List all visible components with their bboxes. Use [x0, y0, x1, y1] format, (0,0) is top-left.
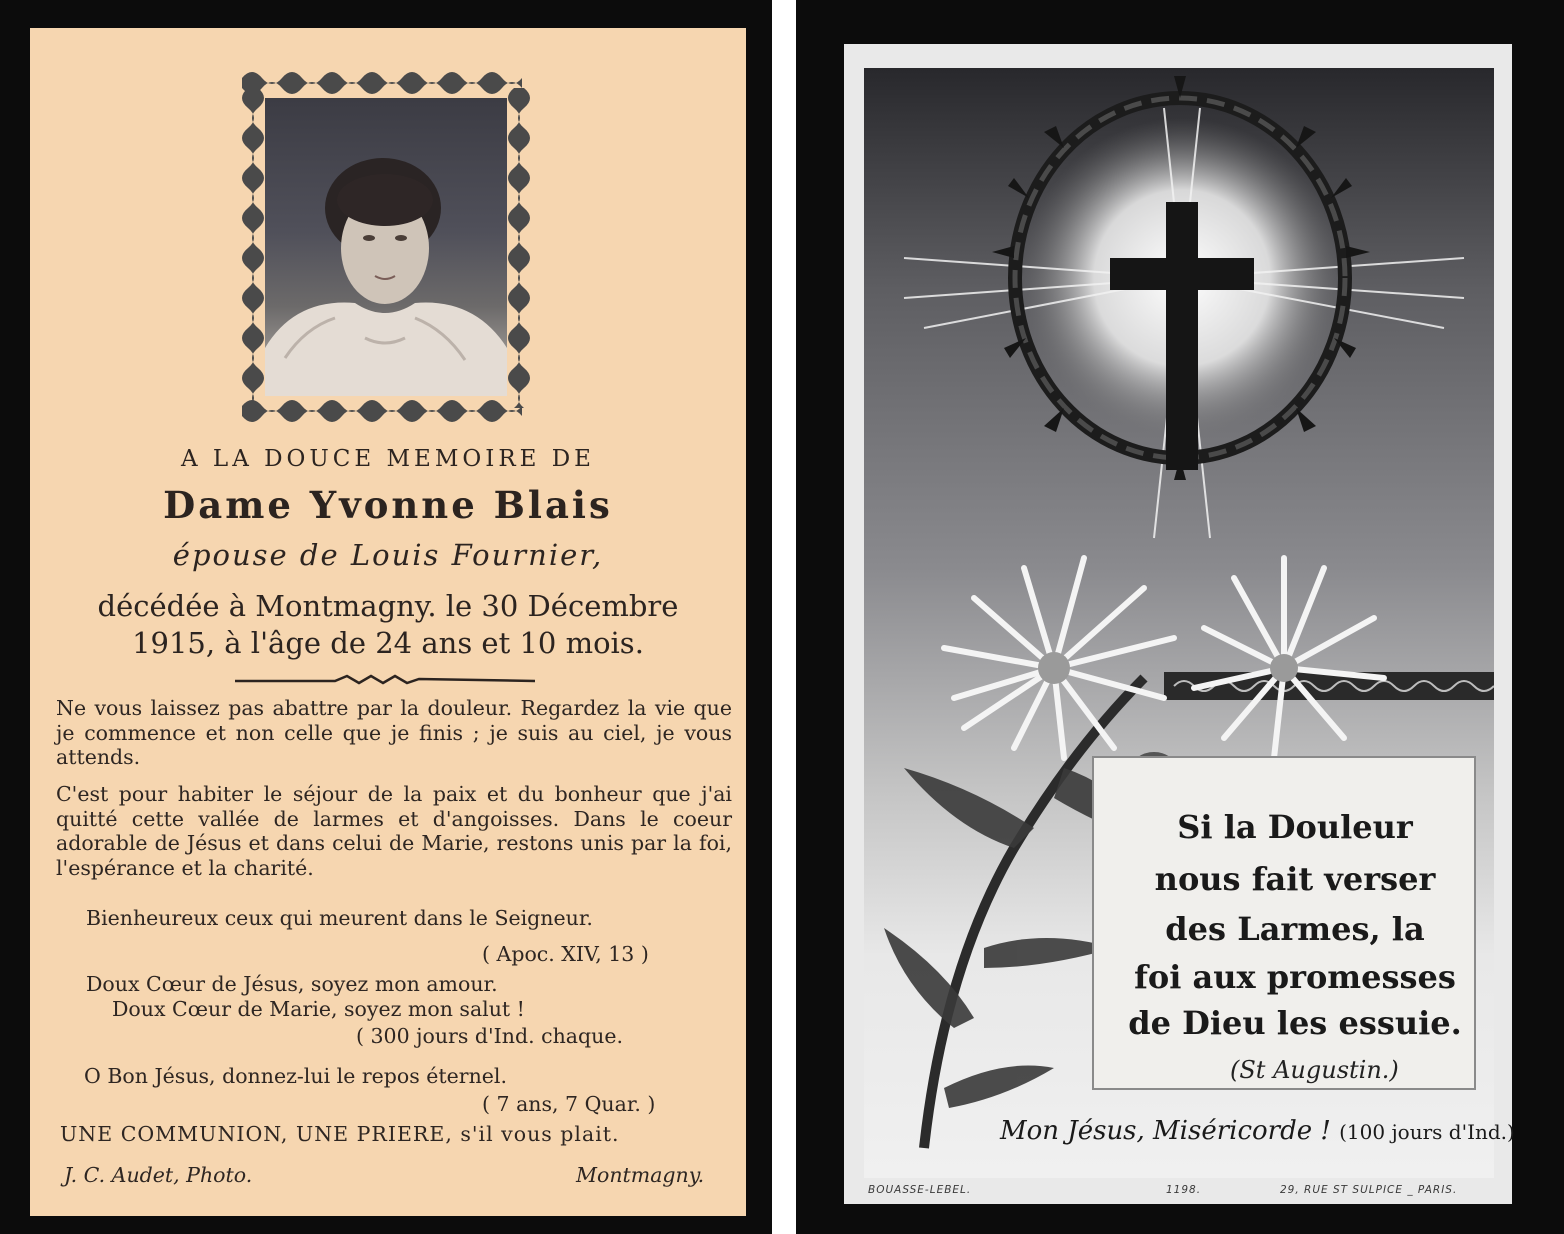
- verse-line-4: foi aux promesses: [1134, 958, 1456, 996]
- card-paper: [30, 28, 746, 1216]
- plate-number: 1198.: [1166, 1184, 1202, 1196]
- communion-request: UNE COMMUNION, UNE PRIERE, s'il vous plait.: [60, 1122, 620, 1146]
- town-credit: Montmagny.: [576, 1163, 705, 1187]
- beatitude-line: Bienheureux ceux qui meurent dans le Seigneur.: [86, 906, 593, 930]
- consolation-paragraph: Ne vous laissez pas abattre par la douleur. Regardez la vie que je commence et non celle que je finis ; je suis au ciel, je vous attends.: [56, 696, 732, 769]
- spouse-line: épouse de Louis Fournier,: [172, 538, 604, 572]
- indulgence-line1: ( 300 jours d'Ind. chaque.: [356, 1024, 623, 1048]
- prayer-line-repos: O Bon Jésus, donnez-lui le repos éternel.: [84, 1064, 507, 1088]
- memorial-card-front: [0, 0, 772, 1234]
- death-details-line2: 1915, à l'âge de 24 ans et 10 mois.: [132, 626, 644, 660]
- portrait-photo: [265, 98, 507, 396]
- verse-line-1: Si la Douleur: [1177, 808, 1413, 846]
- indulgence-line2: ( 7 ans, 7 Quar. ): [482, 1092, 656, 1116]
- verse-attribution: (St Augustin.): [1230, 1056, 1399, 1084]
- divider-ornament: [235, 673, 535, 687]
- invocation-indulgence: (100 jours d'Ind.): [1339, 1120, 1515, 1144]
- portrait-frame: [238, 68, 534, 426]
- verse-line-2: nous fait verser: [1154, 860, 1436, 898]
- woman-portrait-image: [265, 98, 507, 396]
- deceased-name: Dame Yvonne Blais: [163, 483, 613, 527]
- prayer-line-jesus: Doux Cœur de Jésus, soyez mon amour.: [86, 972, 498, 996]
- verse-line-3: des Larmes, la: [1165, 910, 1425, 948]
- printer-address: 29, RUE ST SULPICE _ PARIS.: [1280, 1184, 1458, 1196]
- death-details-line1: décédée à Montmagny. le 30 Décembre: [97, 589, 679, 623]
- photographer-credit: J. C. Audet, Photo.: [64, 1163, 253, 1187]
- memorial-heading: A LA DOUCE MEMOIRE DE: [181, 446, 595, 472]
- verse-line-5: de Dieu les essuie.: [1128, 1004, 1462, 1042]
- scripture-reference: ( Apoc. XIV, 13 ): [482, 942, 649, 966]
- invocation-line: [1000, 1116, 1515, 1146]
- farewell-paragraph: C'est pour habiter le séjour de la paix et du bonheur que j'ai quitté cette vallée de larmes et d'angoisses. Dans le coeur adorable de Jésus et dans celui de Marie, restons unis par la foi, l'espérance et la charité.: [56, 782, 732, 880]
- printer-name: BOUASSE-LEBEL.: [868, 1184, 972, 1196]
- prayer-line-marie: Doux Cœur de Marie, soyez mon salut !: [112, 997, 525, 1021]
- invocation-text: Mon Jésus, Miséricorde !: [1000, 1116, 1331, 1146]
